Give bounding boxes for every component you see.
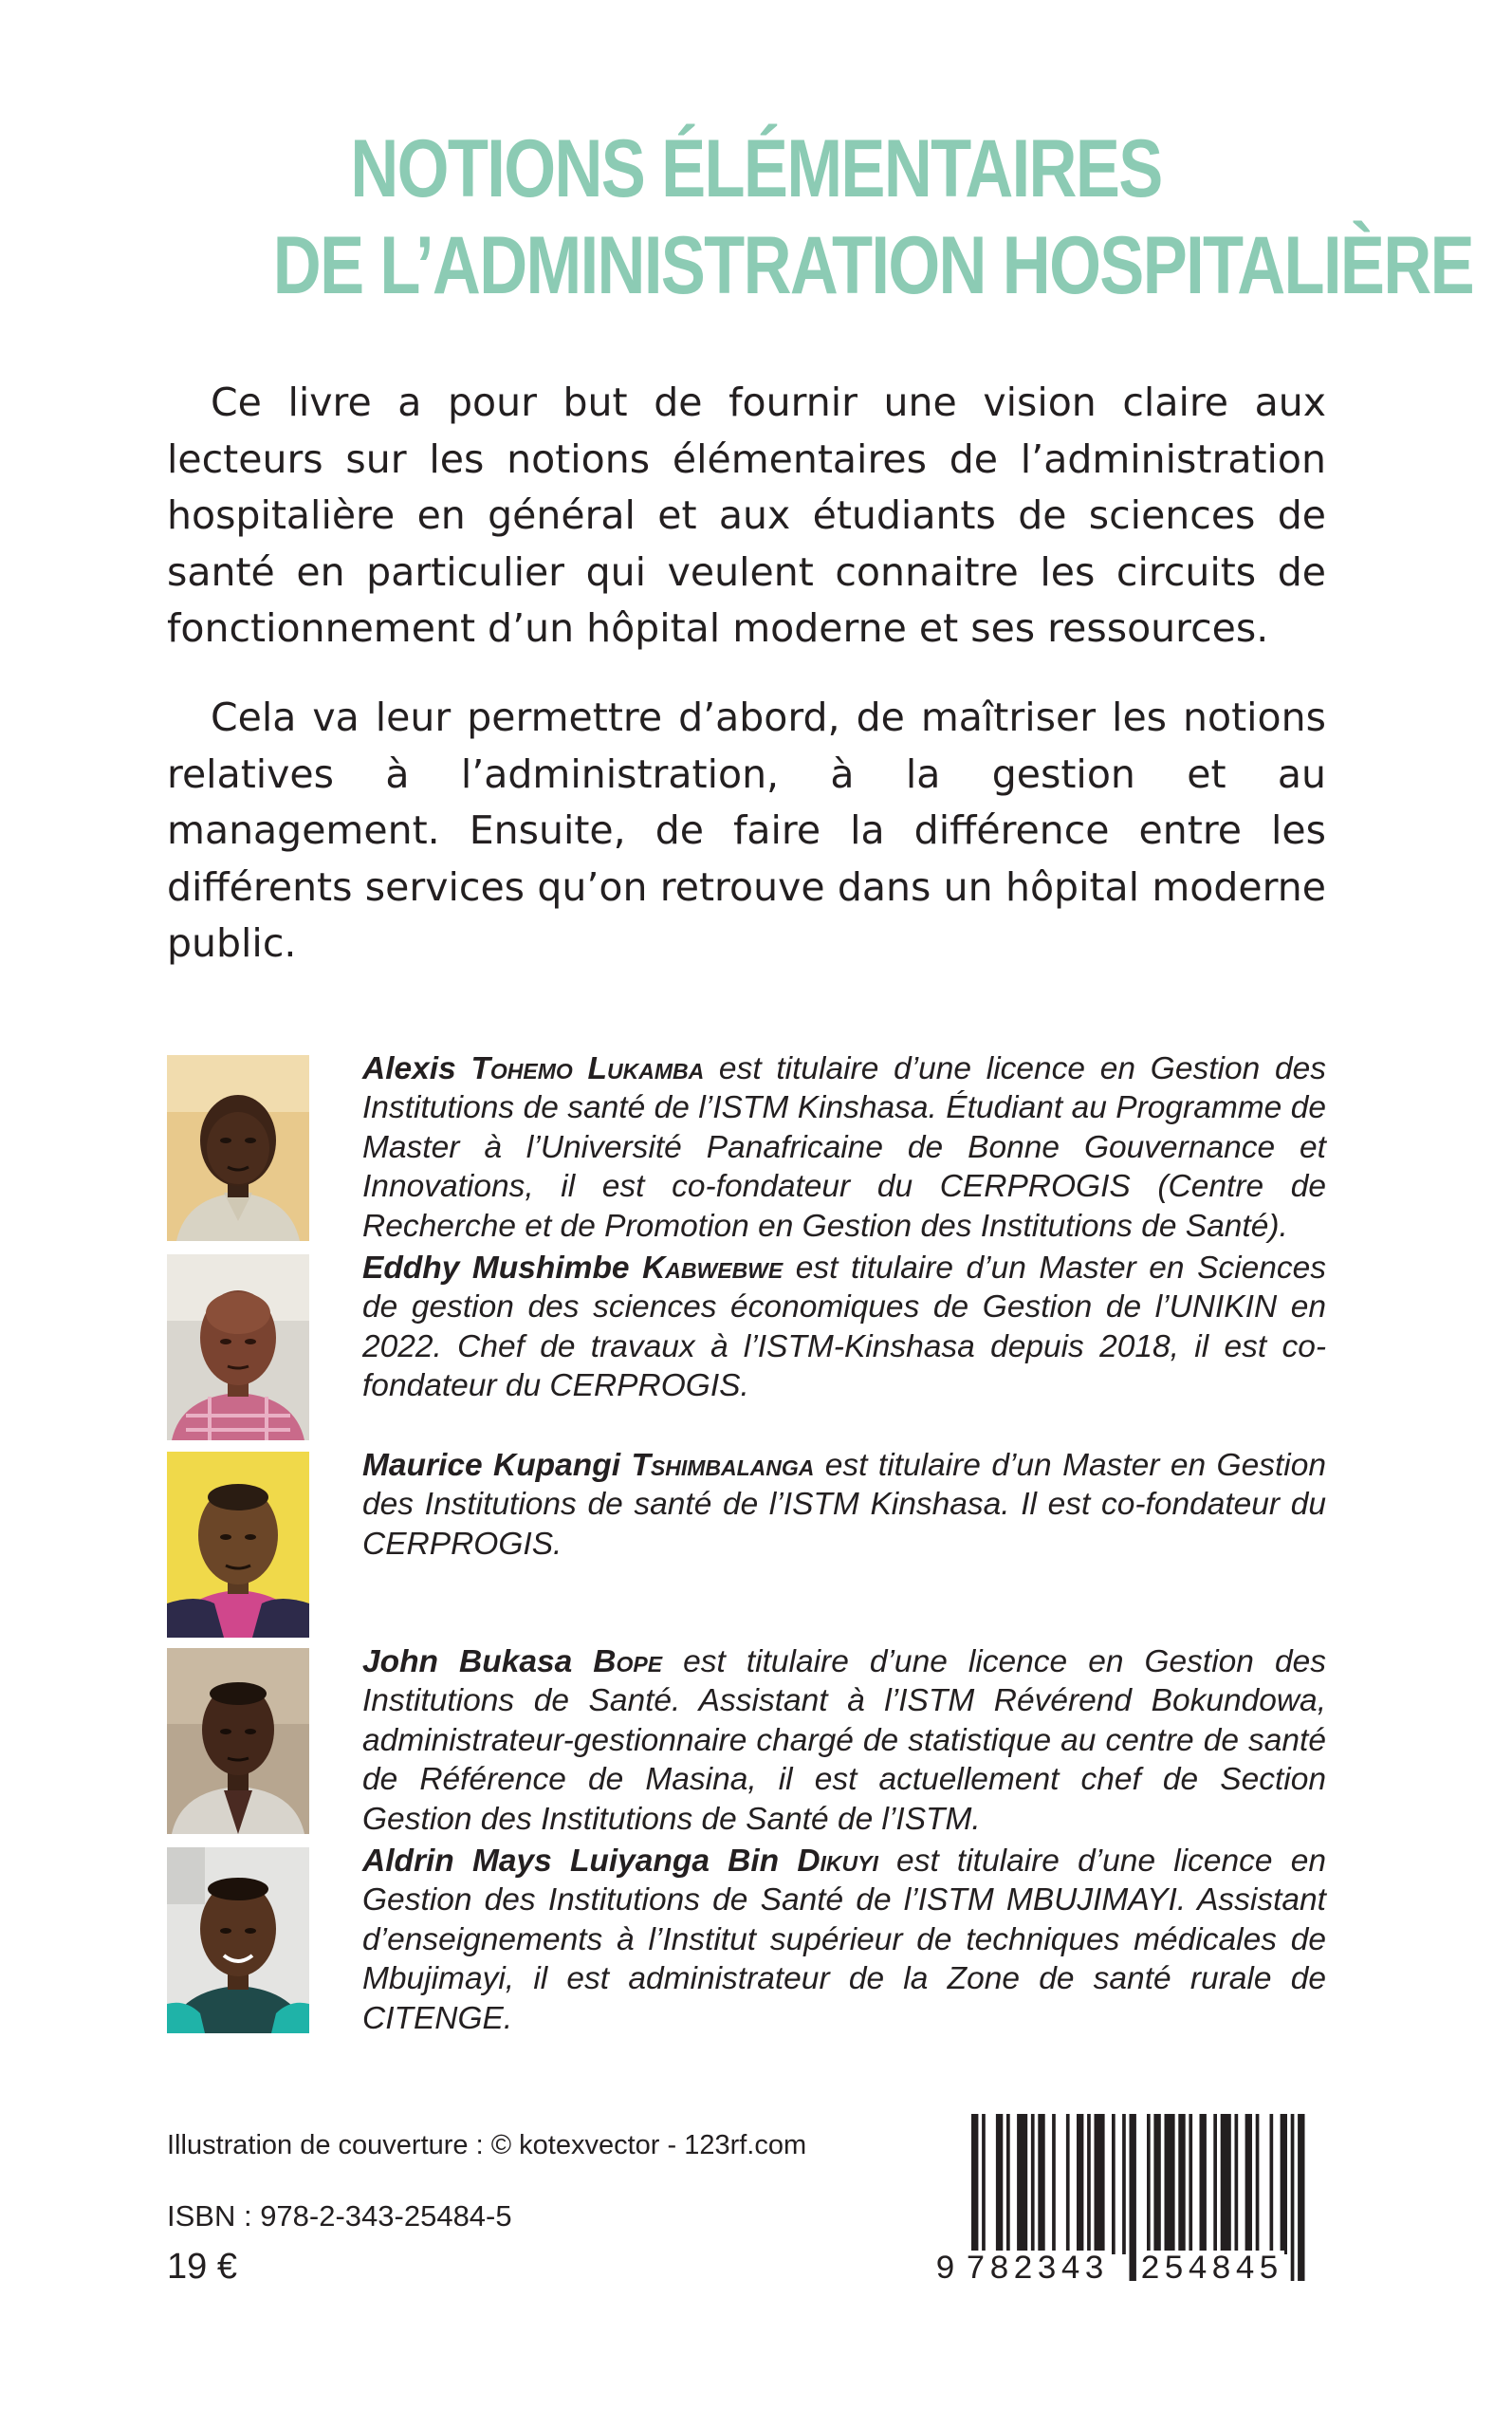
price: 19 €: [167, 2247, 237, 2287]
barcode-bar: [1270, 2114, 1274, 2254]
barcode-bar: [1245, 2114, 1252, 2254]
barcode-bar: [1178, 2114, 1185, 2254]
barcode-group-2: 254845: [1140, 2251, 1283, 2289]
author-bio: [362, 1642, 1326, 1839]
barcode-bar: [1038, 2114, 1044, 2254]
author-photo: [167, 1055, 309, 1241]
author-block: [167, 1448, 1326, 1638]
author-bio: [362, 1446, 1326, 1564]
barcode-bar: [1006, 2114, 1010, 2254]
author-bio: [362, 1842, 1326, 2038]
barcode-bar: [1095, 2114, 1105, 2254]
author-block: [167, 1844, 1326, 2036]
barcode-bar: [1235, 2114, 1239, 2254]
author-photo: [167, 1847, 309, 2033]
author-first-names: John Bukasa: [362, 1644, 573, 1679]
author-bio-text: est titulaire d’un Master en Gestion des Institutions de santé de l’ISTM Kinshasa. Il est co-fondateur du CERPROGIS.: [362, 1448, 1326, 1562]
barcode-bar: [1221, 2114, 1231, 2254]
barcode-bar: [1112, 2114, 1116, 2254]
author-first-names: Maurice Kupangi: [362, 1448, 621, 1483]
synopsis-paragraph-2: Cela va leur permettre d’abord, de maîtriser les notions relatives à l’administration, à la gestion et au management. Ensuite, de faire la différence entre les différents services qu’on retrouve dans un hôpital moderne public.: [167, 695, 1326, 966]
barcode-bar: [1031, 2114, 1035, 2254]
synopsis-paragraph-1: Ce livre a pour but de fournir une vision claire aux lecteurs sur les notions élémentaires de l’administration hospitalière en général et aux étudiants de sciences de santé en particulier qui veulent connaitre les circuits de fonctionnement d’un hôpital moderne et ses ressources.: [167, 380, 1326, 651]
author-block: [167, 1251, 1327, 1440]
author-bio: [362, 1049, 1326, 1246]
barcode-group-1: 782343: [966, 2251, 1109, 2289]
barcode-bar: [1213, 2114, 1217, 2254]
author-first-names: Eddhy Mushimbe: [362, 1251, 630, 1286]
barcode-bar: [1130, 2114, 1136, 2281]
author-bio: [362, 1249, 1326, 1406]
author-surname: Dikuyi: [797, 1844, 878, 1879]
barcode-bar: [1077, 2114, 1083, 2254]
barcode-bar: [1153, 2114, 1160, 2254]
author-photo: [167, 1452, 309, 1638]
author-bio-text: est titulaire d’un Master en Sciences de gestion des sciences économiques de Gestion de l’UNIKIN en 2022. Chef de travaux à l’ISTM-Kinshasa depuis 2018, il est co-fondateur du CERPROGIS.: [362, 1251, 1327, 1404]
author-surname: Kabwebwe: [642, 1251, 784, 1286]
barcode-lead-digit: 9: [935, 2251, 960, 2289]
author-block: [167, 1644, 1326, 1837]
author-bio-text: est titulaire d’une licence en Gestion des Institutions de Santé. Assistant à l’ISTM Révérend Bokundowa, administrateur-gestionnaire chargé de statistique au centre de santé de Référence de Masina, il est actuellement chef de Section Gestion des Institutions de Santé de l’ISTM.: [362, 1644, 1326, 1837]
book-title-line-2: DE L’ADMINISTRATION HOSPITALIÈRE: [272, 220, 1474, 311]
barcode-bar: [1066, 2114, 1070, 2254]
barcode-bar: [1122, 2114, 1126, 2254]
barcode-bar: [1165, 2114, 1175, 2254]
author-block: [167, 1051, 1326, 1244]
author-bio-text: est titulaire d’une licence en Gestion des Institutions de Santé de l’ISTM MBUJIMAYI. Assistant d’enseignements à l’Institut supérieur de techniques médicales de Mbujimayi, il est administrateur de la Zone de santé rurale de CITENGE.: [362, 1844, 1326, 2036]
author-surname: Bope: [593, 1644, 663, 1679]
author-photo: [167, 1254, 309, 1440]
barcode-bar: [1052, 2114, 1056, 2254]
barcode-bar: [1291, 2114, 1295, 2281]
author-surname: Tshimbalanga: [631, 1448, 815, 1483]
author-photo: [167, 1648, 309, 1834]
barcode-bar: [1281, 2114, 1287, 2254]
barcode-bar: [996, 2114, 1003, 2254]
author-surname: Tohemo Lukamba: [470, 1051, 705, 1086]
book-title-line-1: NOTIONS ÉLÉMENTAIRES: [350, 123, 1162, 214]
author-first-names: Alexis: [362, 1051, 456, 1086]
barcode-bar: [1298, 2114, 1304, 2281]
isbn: ISBN : 978-2-343-25484-5: [167, 2199, 512, 2233]
author-first-names: Aldrin Mays Luiyanga Bin: [362, 1844, 780, 1879]
barcode-bar: [1017, 2114, 1027, 2254]
author-bio-text: est titulaire d’une licence en Gestion des Institutions de santé de l’ISTM Kinshasa. Étudiant au Programme de Master à l’Université Panafricaine de Bonne Gouvernance et Innovations, il est co-fondateur du CERPROGIS (Centre de Recherche et de Promotion en Gestion des Institutions de Santé).: [362, 1051, 1326, 1244]
barcode-bar: [1087, 2114, 1091, 2254]
barcode-bar: [1189, 2114, 1192, 2254]
barcode-bar: [1256, 2114, 1260, 2254]
barcode-bar: [1200, 2114, 1207, 2254]
cover-illustration-credit: Illustration de couverture : © kotexvector - 123rf.com: [167, 2130, 807, 2160]
